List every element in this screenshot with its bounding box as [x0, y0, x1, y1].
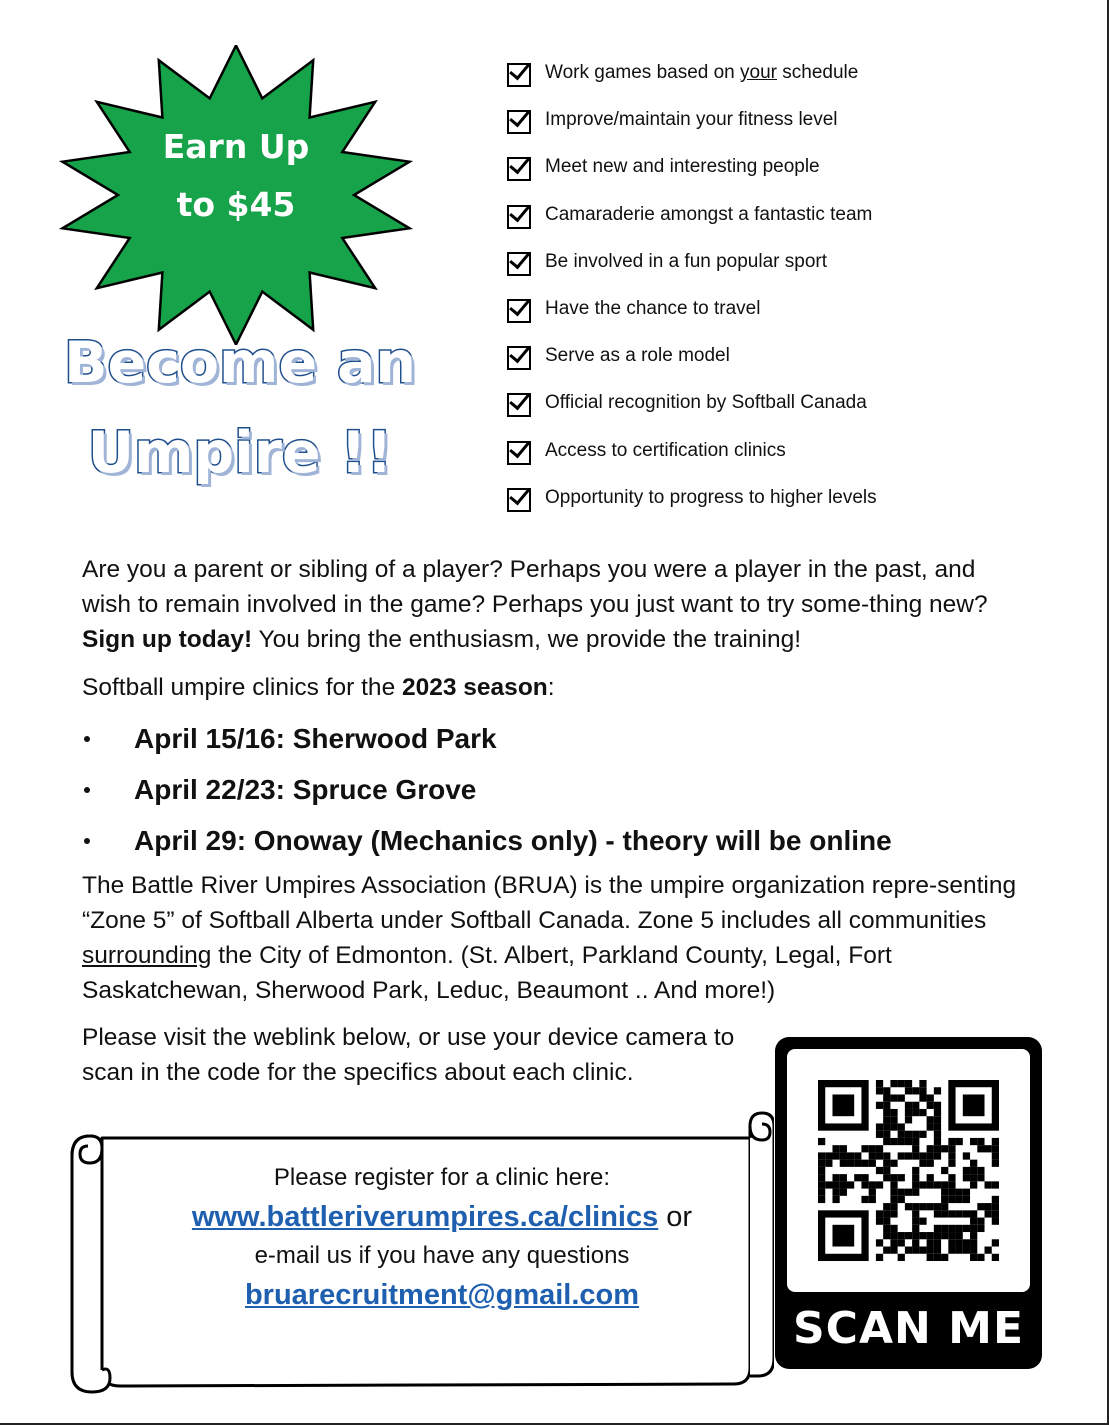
- benefit-text: Official recognition by Softball Canada: [545, 392, 867, 414]
- badge-line-1: Earn Up: [162, 127, 310, 166]
- list-item: April 29: Onoway (Mechanics only) - theory will be online: [82, 815, 892, 866]
- headline-line-1: Become an: [64, 330, 416, 396]
- benefit-text: Serve as a role model: [545, 345, 730, 367]
- list-item: [507, 60, 877, 107]
- list-item: [507, 390, 877, 437]
- bullet-icon: [84, 787, 90, 793]
- register-prompt: Please register for a clinic here:: [273, 1164, 611, 1191]
- qr-code-panel: [787, 1049, 1030, 1292]
- clinic-list: [82, 713, 892, 866]
- checked-box-icon: [507, 157, 531, 181]
- list-item: [507, 202, 877, 249]
- checked-box-icon: [507, 488, 531, 512]
- list-item: [507, 485, 877, 532]
- benefit-text: Be involved in a fun popular sport: [545, 250, 828, 272]
- season-line: Softball umpire clinics for the 2023 season:: [82, 674, 555, 701]
- list-item: [507, 343, 877, 390]
- headline-line-2: Umpire !!: [87, 420, 393, 486]
- badge-line-2: to $45: [176, 185, 296, 224]
- email-link[interactable]: bruarecruitment@gmail.com: [244, 1279, 640, 1311]
- about-paragraph: The Battle River Umpires Association (BRUA) is the umpire organization repre-senting “Zone 5” of Softball Alberta under Softball Canada. Zone 5 includes all communities surrounding the City of Edmonton. (St. Albert, Parkland County, Legal, Fort Saskatchewan, Sherwood Park, Leduc, Beaumont .. And more!): [82, 872, 1017, 1004]
- benefit-text: Opportunity to progress to higher levels: [545, 486, 877, 508]
- visit-paragraph: Please visit the weblink below, or use your device camera to scan in the code for the specifics about each clinic.: [82, 1024, 735, 1086]
- checked-box-icon: [507, 110, 531, 134]
- email-prompt: e-mail us if you have any questions: [254, 1242, 630, 1269]
- checked-box-icon: [507, 63, 531, 87]
- list-item: April 15/16: Sherwood Park: [82, 713, 892, 764]
- surrounding-underlined: surrounding: [82, 942, 212, 969]
- benefit-text: Camaraderie amongst a fantastic team: [545, 203, 873, 225]
- scan-me-label: SCAN ME: [792, 1303, 1025, 1354]
- benefit-text: Meet new and interesting people: [545, 156, 820, 178]
- list-item: [507, 154, 877, 201]
- list-item: [507, 249, 877, 296]
- sign-up-emphasis: Sign up today!: [82, 626, 253, 653]
- benefit-text: Have the chance to travel: [545, 297, 761, 319]
- qr-code-card[interactable]: [775, 1037, 1042, 1369]
- checked-box-icon: [507, 393, 531, 417]
- qr-code-icon: [818, 1080, 999, 1261]
- or-text: or: [658, 1201, 693, 1233]
- benefit-text: Improve/maintain your fitness level: [545, 109, 838, 131]
- checked-box-icon: [507, 346, 531, 370]
- intro-paragraph: Are you a parent or sibling of a player? Perhaps you were a player in the past, and wish to remain involved in the game? Perhaps you just want to try some-thing new? Sign up today! You bring the enthusiasm, we provide the training!: [82, 556, 988, 653]
- checked-box-icon: [507, 252, 531, 276]
- benefits-checklist: [507, 60, 877, 532]
- checked-box-icon: [507, 205, 531, 229]
- bullet-icon: [84, 736, 90, 742]
- checked-box-icon: [507, 299, 531, 323]
- list-item: [507, 438, 877, 485]
- register-info: [108, 1160, 776, 1316]
- season-year: 2023 season: [402, 674, 548, 701]
- benefit-text: Work games based on your schedule: [545, 62, 859, 83]
- bullet-icon: [84, 838, 90, 844]
- clinics-link[interactable]: www.battleriverumpires.ca/clinics: [191, 1201, 659, 1233]
- list-item: [507, 107, 877, 154]
- benefit-text: Access to certification clinics: [545, 439, 786, 461]
- list-item: April 22/23: Spruce Grove: [82, 764, 892, 815]
- list-item: [507, 296, 877, 343]
- checked-box-icon: [507, 441, 531, 465]
- earn-badge-text: [55, 118, 417, 234]
